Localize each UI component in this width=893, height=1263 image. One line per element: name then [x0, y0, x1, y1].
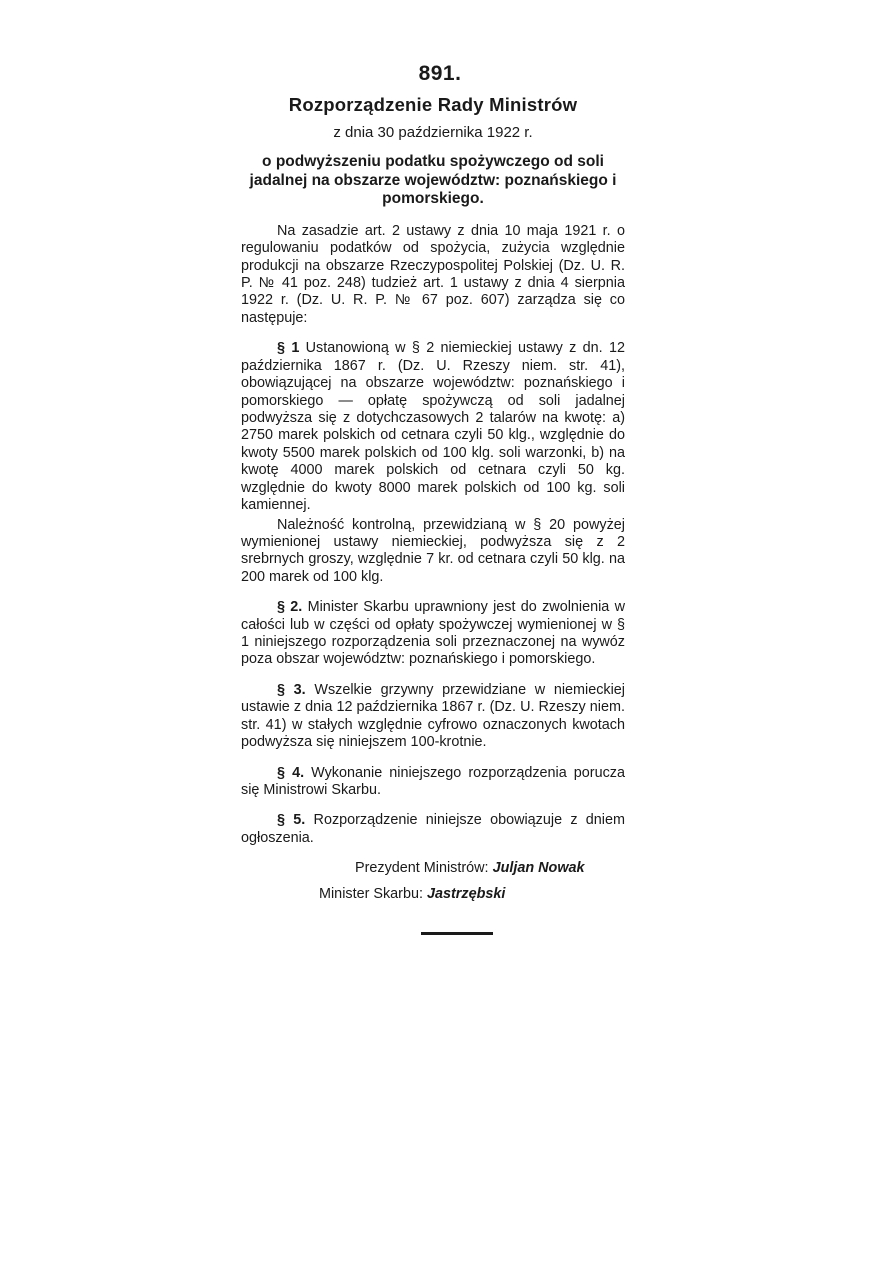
preamble: Na zasadzie art. 2 ustawy z dnia 10 maja 1921 r. o regulowaniu podatków od spożycia, zużycia względnie produkcji na obszarze Rzeczypospolitej Polskiej (Dz. U. R. P. № 41 poz. 248) tudzież art. 1 ustawy z dnia 4 sierpnia 1922 r. (Dz. U. R. P. № 67 poz. 607) zarządza się co następuje:	[241, 222, 625, 326]
section-2	[241, 599, 625, 669]
section-5	[241, 812, 625, 847]
section-label: § 4.	[277, 764, 305, 781]
signature-role: Prezydent Ministrów:	[355, 860, 489, 877]
signature-name: Juljan Nowak	[492, 860, 585, 877]
section-text: Wszelkie grzywny przewidziane w niemieckiej ustawie z dnia 12 października 1867 r. (Dz. U. Rzeszy niem. str. 41) w stałych względnie cyfrowo oznaczonych kwotach podwyższa się niniejszem 100-krotnie.	[241, 681, 625, 751]
signature-prime-minister	[241, 860, 625, 876]
document-subject: o podwyższeniu podatku spożywczego od soli jadalnej na obszarze województw: poznańskiego i pomorskiego.	[249, 153, 617, 208]
section-3	[241, 682, 625, 752]
section-text: Minister Skarbu uprawniony jest do zwolnienia w całości lub w części od opłaty spożywczej wymienionej w § 1 niniejszego rozporządzenia soli przeznaczonej na wywóz poza obszar województw: poznańskiego i pomorskiego.	[241, 599, 625, 668]
section-text: Rozporządzenie niniejsze obowiązuje z dniem ogłoszenia.	[241, 812, 625, 846]
closing-rule	[421, 932, 493, 935]
section-1	[241, 340, 625, 514]
section-label: § 3.	[277, 681, 306, 698]
signature-treasury-minister	[241, 886, 625, 902]
section-text: Wykonanie niniejszego rozporządzenia porucza się Ministrowi Skarbu.	[241, 764, 626, 799]
document-number: 891.	[418, 62, 462, 85]
signatures	[241, 860, 625, 902]
section-label: § 5.	[277, 812, 306, 829]
section-label: § 2.	[277, 599, 303, 616]
section-text: Ustanowioną w § 2 niemieckiej ustawy z dn. 12 października 1867 r. (Dz. U. Rzeszy niem. str. 41), obowiązującej na obszarze województw: poznańskiego i pomorskiego — opłatę spożywczą od soli jadalnej podwyższa się z dotychczasowych 2 talarów na kwotę: a) 2750 marek polskich od cetnara czyli 50 klg., względnie do kwoty 5500 marek polskich od 100 klg. soli warzonki, b) na kwotę 4000 marek polskich od cetnara czyli 50 kg. względnie do kwoty 8000 marek polskich od 100 kg. soli kamiennej.	[241, 340, 625, 514]
section-label: § 1	[277, 340, 300, 357]
section-1-continuation: Należność kontrolną, przewidzianą w § 20 powyżej wymienionej ustawy niemieckiej, podwyższa się z 2 srebrnych groszy, względnie 7 kr. od cetnara czyli 50 klg. na 200 marek od 100 klg.	[241, 516, 625, 585]
document-title: Rozporządzenie Rady Ministrów	[288, 94, 578, 115]
document-page	[241, 62, 625, 935]
section-4	[241, 765, 625, 800]
document-date: z dnia 30 października 1922 r.	[333, 124, 533, 141]
signature-name: Jastrzębski	[426, 886, 506, 903]
signature-role: Minister Skarbu:	[319, 886, 423, 903]
